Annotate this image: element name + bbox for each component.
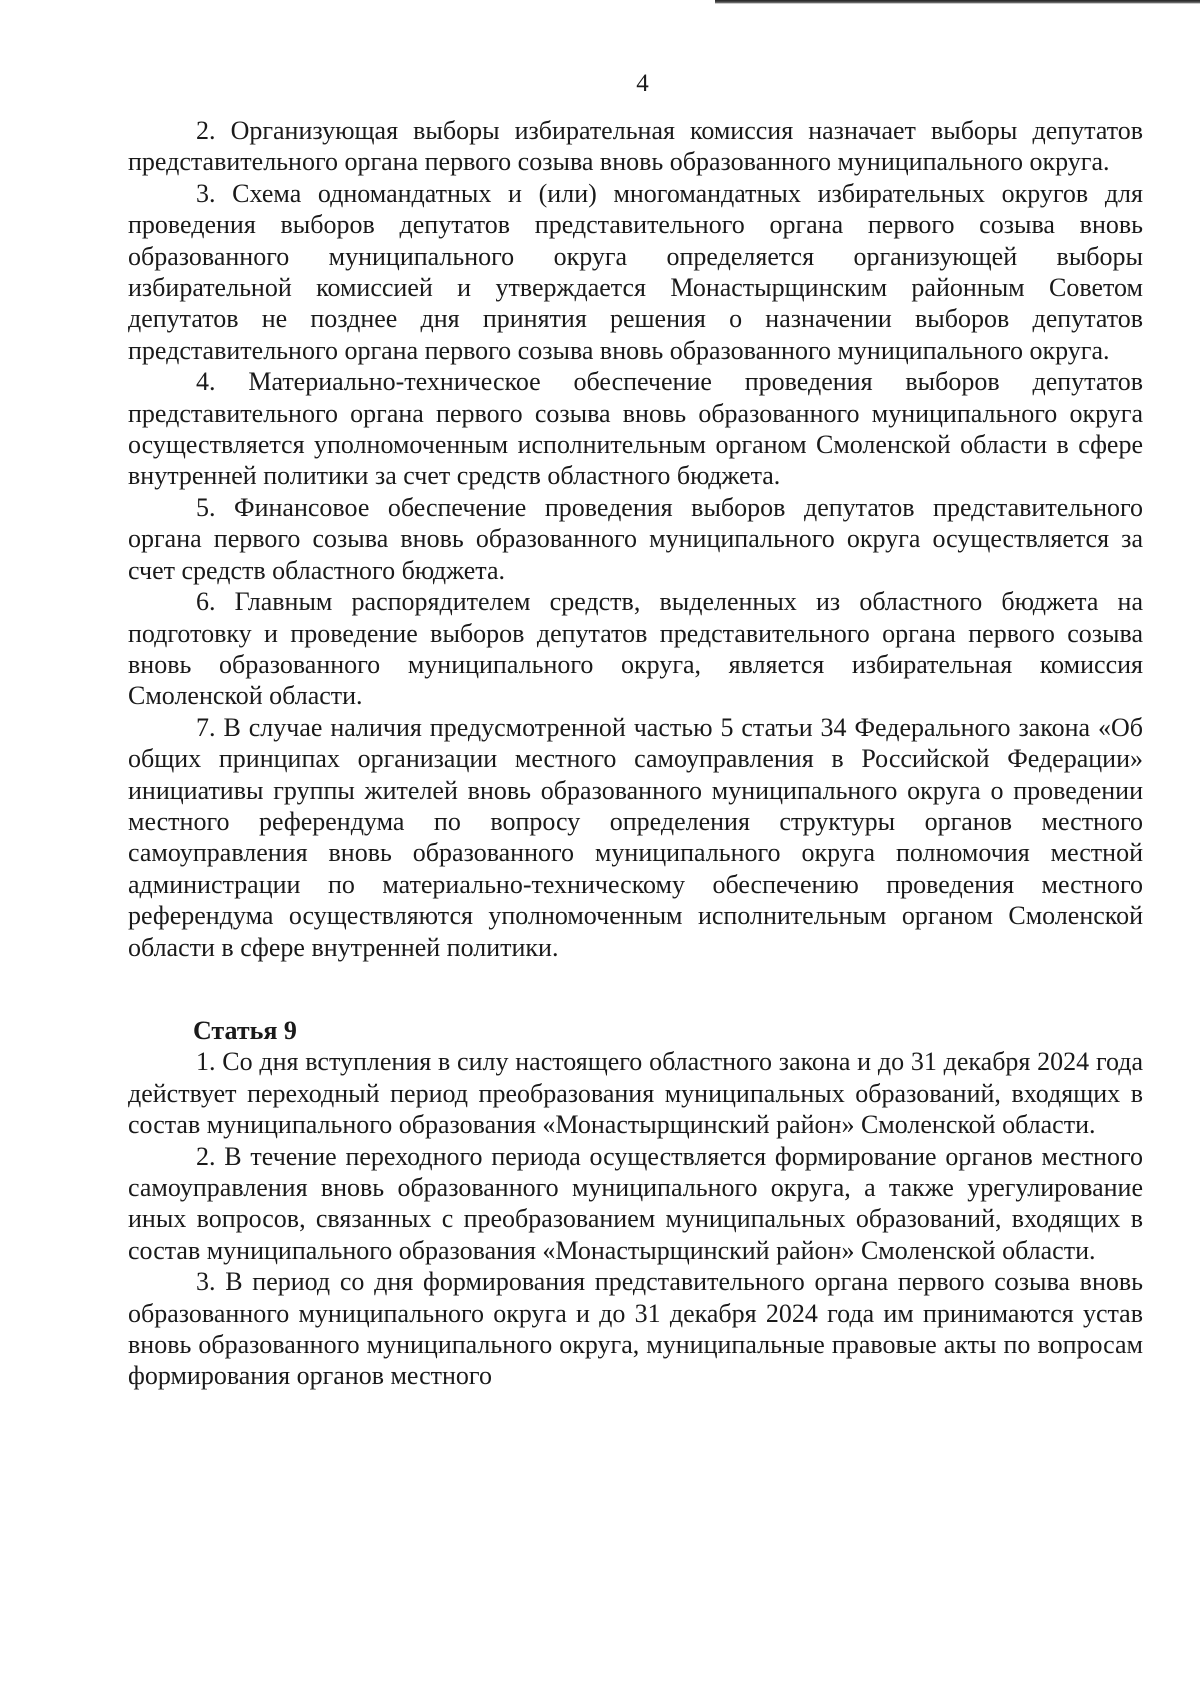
document-body	[128, 115, 1143, 1392]
article-9-part-1: 1. Со дня вступления в силу настоящего областного закона и до 31 декабря 2024 года действует переходный период преобразования муниципальных образований, входящих в состав муниципального образования «Монастырщинский район» Смоленской области.	[128, 1047, 1143, 1140]
article-9-part-2: 2. В течение переходного периода осуществляется формирование органов местного самоуправления вновь образованного муниципального округа, а также урегулирование иных вопросов, связанных с преобразованием муниципальных образований, входящих в состав муниципального образования «Монастырщинский район» Смоленской области.	[128, 1141, 1143, 1265]
article-8-part-5: 5. Финансовое обеспечение проведения выборов депутатов представительного органа первого созыва вновь образованного муниципального округа осуществляется за счет средств областного бюджета.	[128, 492, 1143, 585]
article-8-part-2: 2. Организующая выборы избирательная комиссия назначает выборы депутатов представительного органа первого созыва вновь образованного муниципального округа.	[128, 116, 1143, 177]
article-8-part-4: 4. Материально-техническое обеспечение проведения выборов депутатов представительного органа первого созыва вновь образованного муниципального округа осуществляется уполномоченным исполнительным органом Смоленской области в сфере внутренней политики за счет средств областного бюджета.	[128, 367, 1143, 491]
scan-edge-line	[715, 0, 1200, 4]
article-9-heading: Статья 9	[193, 1015, 297, 1045]
article-9-part-3: 3. В период со дня формирования представительного органа первого созыва вновь образованного муниципального округа и до 31 декабря 2024 года им принимаются устав вновь образованного муниципального округа, муниципальные правовые акты по вопросам формирования органов местного	[128, 1267, 1143, 1391]
article-8-part-3: 3. Схема одномандатных и (или) многомандатных избирательных округов для проведения выборов депутатов представительного органа первого созыва вновь образованного муниципального округа определяется организующей выборы избирательной комиссией и утверждается Монастырщинским районным Советом депутатов не позднее дня принятия решения о назначении выборов депутатов представительного органа первого созыва вновь образованного муниципального округа.	[128, 178, 1143, 365]
page-number: 4	[636, 70, 649, 97]
article-8-part-6: 6. Главным распорядителем средств, выделенных из областного бюджета на подготовку и проведение выборов депутатов представительного органа первого созыва вновь образованного муниципального округа, является избирательная комиссия Смоленской области.	[128, 587, 1143, 711]
article-8-part-7: 7. В случае наличия предусмотренной частью 5 статьи 34 Федерального закона «Об общих принципах организации местного самоуправления в Российской Федерации» инициативы группы жителей вновь образованного муниципального округа о проведении местного референдума по вопросу определения структуры органов местного самоуправления вновь образованного муниципального округа полномочия местной администрации по материально-техническому обеспечению проведения местного референдума осуществляются уполномоченным исполнительным органом Смоленской области в сфере внутренней политики.	[128, 712, 1143, 962]
